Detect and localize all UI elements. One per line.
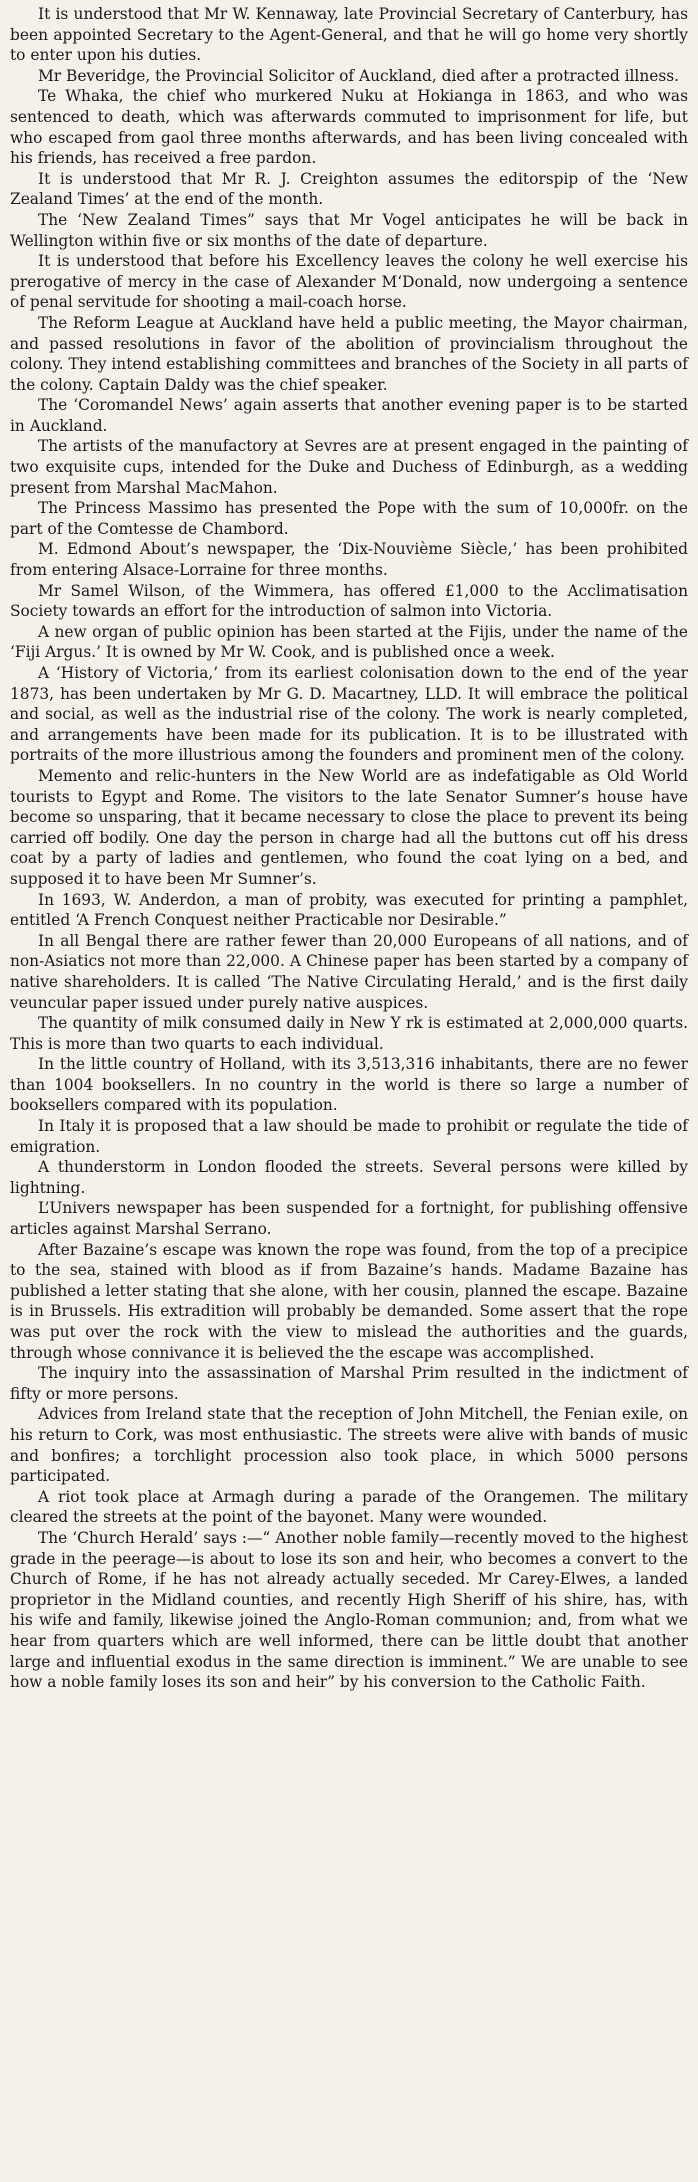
news-paragraph-armagh-riot: A riot took place at Armagh during a parade of the Orangemen. The military cleared the streets at the point of the bayonet. Many were wounded. — [10, 1487, 688, 1527]
news-paragraph-john-mitchell: Advices from Ireland state that the reception of John Mitchell, the Fenian exile, on his return to Cork, was most enthusiastic. The streets were alive with bands of music and bonfires; a torchlight procession also took place, in which 5000 persons participated. — [10, 1405, 688, 1486]
news-paragraph-marshal-prim: The inquiry into the assassination of Marshal Prim resulted in the indictment of fifty or more persons. — [10, 1364, 688, 1403]
news-paragraph-bazaine: After Bazaine’s escape was known the rope was found, from the top of a precipice to the sea, stained with blood as if from Bazaine’s hands. Madame Bazaine has published a letter stating that she alone, with her cousin, planned the escape. Bazaine is in Brussels. His extradition will probably be demanded. Some assert that the rope was put over the rock with the view to mislead the authorities and the guards, through whose connivance it is believed the the escape was accomplished. — [10, 1240, 688, 1362]
news-paragraph-holland: In the little country of Holland, with its 3,513,316 inhabitants, there are no fewer than 1004 booksellers. In no country in the world is there so large a number of booksellers compared with its population. — [10, 1055, 688, 1115]
news-paragraph-thunderstorm: A thunderstorm in London flooded the streets. Several persons were killed by lightning. — [10, 1158, 688, 1197]
news-paragraph-anderdon: In 1693, W. Anderdon, a man of probity, was executed for printing a pamphlet, entitled ‘A French Conquest neither Practicable nor Desirable.” — [10, 890, 688, 930]
news-paragraph-te-whaka: Te Whaka, the chief who murkered Nuku at Hokianga in 1863, and who was sentenced to death, which was afterwards commuted to imprisonment for life, but who escaped from gaol three months afterwards, and has been living concealed with his friends, has received a free pardon. — [10, 87, 688, 168]
news-paragraph-sevres: The artists of the manufactory at Sevres are at present engaged in the painting of two exquisite cups, intended for the Duke and Duchess of Edinburgh, as a wedding present from Marshal MacMahon. — [10, 437, 688, 497]
news-paragraph-relic-hunters: Memento and relic-hunters in the New World are as indefatigable as Old World tourists to Egypt and Rome. The visitors to the late Senator Sumner’s house have become so unsparing, that it became necessary to close the place to prevent its being carried off bodily. One day the person in charge had all the buttons cut off his dress coat by a party of ladies and gentlemen, who found the coat lying on a bed, and supposed it to have been Mr Sumner’s. — [10, 766, 688, 888]
news-paragraph-fiji-argus: A new organ of public opinion has been started at the Fijis, under the name of the ‘Fiji Argus.’ It is owned by Mr W. Cook, and is published once a week. — [10, 622, 688, 662]
news-paragraph-church-herald: The ‘Church Herald’ says :—“ Another noble family—recently moved to the highest grade in the peerage—is about to lose its son and heir, who becomes a convert to the Church of Rome, if he has not already actually seceded. Mr Carey-Elwes, a landed proprietor in the Midland counties, and recently High Sheriff of his shire, has, with his wife and family, likewise joined the Anglo-Roman communion; and, from what we hear from quarters which are well informed, there can be little doubt that another large and influential exodus in the same direction is imminent.” We are unable to see how a noble family loses its son and heir” by his conversion to the Catholic Faith. — [10, 1528, 688, 1692]
news-paragraph-bengal: In all Bengal there are rather fewer than 20,000 Europeans of all nations, and of non-Asiatics not more than 22,000. A Chinese paper has been started by a company of native shareholders. It is called ‘The Native Circulating Herald,’ and is the first daily veuncular paper issued under purely native auspices. — [10, 931, 688, 1012]
news-column — [10, 4, 688, 1693]
news-paragraph-coromandel-news: The ‘Coromandel News’ again asserts that another evening paper is to be started in Auckland. — [10, 396, 688, 435]
news-paragraph-new-york-milk: The quantity of milk consumed daily in New Y rk is estimated at 2,000,000 quarts. This is more than two quarts to each individual. — [10, 1014, 688, 1053]
news-paragraph-mercy: It is understood that before his Excellency leaves the colony he well exercise his prerogative of mercy in the case of Alexander M‘Donald, now undergoing a sentence of penal servitude for shooting a mail-coach horse. — [10, 252, 688, 312]
news-paragraph-beveridge: Mr Beveridge, the Provincial Solicitor of Auckland, died after a protracted illness. — [38, 66, 680, 85]
news-paragraph-samel-wilson: Mr Samel Wilson, of the Wimmera, has offered £1,000 to the Acclimatisation Society towards an effort for the introduction of salmon into Victoria. — [10, 581, 688, 621]
news-paragraph-princess-massimo: The Princess Massimo has presented the Pope with the sum of 10,000fr. on the part of the Comtesse de Chambord. — [10, 499, 688, 538]
news-paragraph-reform-league: The Reform League at Auckland have held a public meeting, the Mayor chairman, and passed resolutions in favor of the abolition of provincialism throughout the colony. They intend establishing committees and branches of the Society in all parts of the colony. Captain Daldy was the chief speaker. — [10, 313, 688, 394]
news-paragraph-edmond-about: M. Edmond About’s newspaper, the ‘Dix-Nouvième Siècle,’ has been prohibited from entering Alsace-Lorraine for three months. — [10, 540, 688, 580]
news-paragraph-italy: In Italy it is proposed that a law should be made to prohibit or regulate the tide of emigration. — [10, 1117, 688, 1156]
news-paragraph-kennaway: It is understood that Mr W. Kennaway, late Provincial Secretary of Canterbury, has been appointed Secretary to the Agent-General, and that he will go home very shortly to enter upon his duties. — [10, 5, 688, 65]
news-paragraph-creighton: It is understood that Mr R. J. Creighton assumes the editorspip of the ‘New Zealand Times’ at the end of the month. — [10, 169, 688, 209]
news-paragraph-univers: L’Univers newspaper has been suspended for a fortnight, for publishing offensive articles against Marshal Serrano. — [10, 1199, 688, 1239]
news-paragraph-vogel: The ‘New Zealand Times” says that Mr Vogel anticipates he will be back in Wellington within five or six months of the date of departure. — [10, 210, 688, 250]
news-paragraph-history-of-victoria: A ‘History of Victoria,’ from its earliest colonisation down to the end of the year 1873, has been undertaken by Mr G. D. Macartney, LLD. It will embrace the political and social, as well as the industrial rise of the colony. The work is nearly completed, and arrangements have been made for its publication. It is to be illustrated with portraits of the more illustrious among the founders and prominent men of the colony. — [10, 664, 688, 765]
